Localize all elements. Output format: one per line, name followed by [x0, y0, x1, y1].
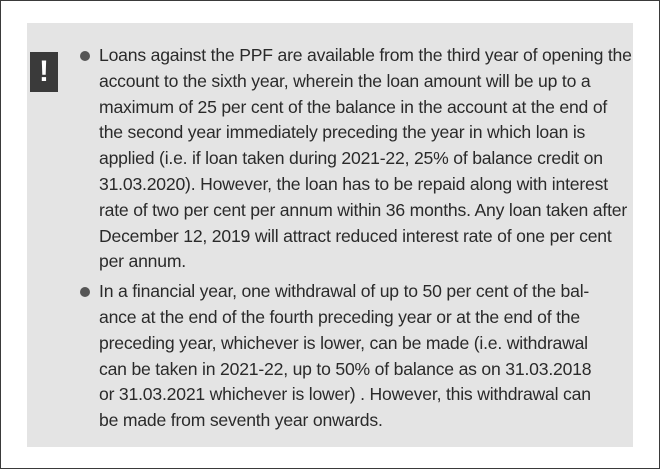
exclamation-icon: !: [30, 52, 58, 92]
bullet-item-withdrawal: [77, 279, 617, 434]
notice-bullet-list: [77, 43, 632, 438]
text-line: can be taken in 2021-22, up to 50% of balance as on 31.03.2018: [99, 358, 592, 379]
text-line: preceding year, whichever is lower, can be made (i.e. withdrawal: [99, 332, 588, 353]
text-line: per annum.: [99, 251, 186, 272]
text-line: account to the sixth year, wherein the loan amount will be up to a: [99, 70, 591, 91]
text-line: December 12, 2019 will attract reduced interest rate of one per cent: [99, 225, 612, 246]
text-line: applied (i.e. if loan taken during 2021-22, 25% of balance credit on: [99, 148, 603, 169]
text-line: maximum of 25 per cent of the balance in the account at the end of: [99, 96, 608, 117]
bullet-item-loans: [77, 43, 632, 275]
text-line: or 31.03.2021 whichever is lower) . However, this withdrawal can: [99, 384, 591, 405]
text-line: ance at the end of the fourth preceding year or at the end of the: [99, 306, 580, 327]
bullet-dot-icon: [80, 287, 90, 297]
text-line: be made from seventh year onwards.: [99, 410, 383, 431]
text-line: Loans against the PPF are available from the third year of opening the: [99, 45, 632, 65]
text-line: the second year immediately preceding the year in which loan is: [99, 122, 586, 143]
text-line: In a financial year, one withdrawal of up to 50 per cent of the bal-: [99, 281, 590, 302]
text-line: 31.03.2020). However, the loan has to be repaid along with interest: [99, 173, 608, 194]
text-line: rate of two per cent per annum within 36 months. Any loan taken after: [99, 199, 628, 220]
bullet-dot-icon: [80, 51, 90, 61]
